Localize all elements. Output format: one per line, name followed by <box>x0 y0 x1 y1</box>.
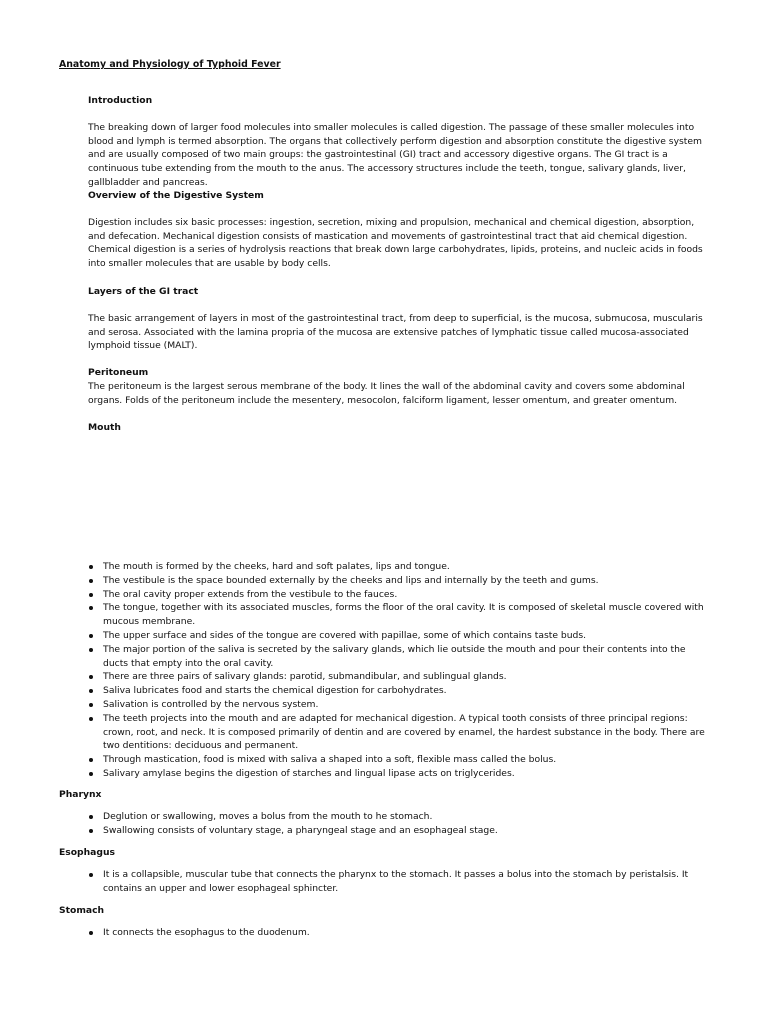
list-item: Salivation is controlled by the nervous system. <box>88 698 710 712</box>
heading-stomach: Stomach <box>59 905 105 916</box>
heading-peritoneum: Peritoneum <box>88 367 149 378</box>
heading-mouth: Mouth <box>88 422 121 433</box>
document-title: Anatomy and Physiology of Typhoid Fever <box>59 59 281 70</box>
list-item: There are three pairs of salivary glands: parotid, submandibular, and sublingual glands. <box>88 670 710 684</box>
heading-introduction: Introduction <box>88 95 153 106</box>
section-overview <box>88 189 710 271</box>
section-stomach <box>59 904 710 918</box>
list-item: The major portion of the saliva is secreted by the salivary glands, which lie outside the mouth and pour their contents into the ducts that empty into the oral cavity. <box>88 643 710 671</box>
heading-overview: Overview of the Digestive System <box>88 190 264 201</box>
esophagus-bullet-list <box>88 868 710 896</box>
paragraph-peritoneum: The peritoneum is the largest serous membrane of the body. It lines the wall of the abdominal cavity and covers some abdominal organs. Folds of the peritoneum include the mesentery, mesocolon, falciform ligament, lesser omentum, and greater omentum. <box>88 380 685 406</box>
section-introduction <box>88 94 710 190</box>
list-item: Deglution or swallowing, moves a bolus from the mouth to he stomach. <box>88 810 710 824</box>
list-item: The tongue, together with its associated muscles, forms the floor of the oral cavity. It is composed of skeletal muscle covered with mucous membrane. <box>88 601 710 629</box>
list-item: The vestibule is the space bounded externally by the cheeks and lips and internally by the teeth and gums. <box>88 574 710 588</box>
list-item: Saliva lubricates food and starts the chemical digestion for carbohydrates. <box>88 684 710 698</box>
list-item: The mouth is formed by the cheeks, hard and soft palates, lips and tongue. <box>88 560 710 574</box>
list-item: The upper surface and sides of the tongue are covered with papillae, some of which contains taste buds. <box>88 629 710 643</box>
heading-pharynx: Pharynx <box>59 789 102 800</box>
list-item: Through mastication, food is mixed with saliva a shaped into a soft, flexible mass called the bolus. <box>88 753 710 767</box>
pharynx-bullet-list <box>88 810 710 838</box>
list-item: It connects the esophagus to the duodenum. <box>88 926 710 940</box>
list-item: It is a collapsible, muscular tube that connects the pharynx to the stomach. It passes a bolus into the stomach by peristalsis. It contains an upper and lower esophageal sphincter. <box>88 868 710 896</box>
section-mouth <box>88 421 710 435</box>
stomach-bullet-list <box>88 926 710 940</box>
heading-layers: Layers of the GI tract <box>88 286 199 297</box>
list-item: Salivary amylase begins the digestion of starches and lingual lipase acts on triglycerides. <box>88 767 710 781</box>
paragraph-overview: Digestion includes six basic processes: ingestion, secretion, mixing and propulsion, mechanical and chemical digestion, absorption, and defecation. Mechanical digestion consists of mastication and movements of gastrointestinal tract that aid chemical digestion. Chemical digestion is a series of hydrolysis reactions that break down large carbohydrates, lipids, proteins, and nucleic acids in foods into smaller molecules that are usable by body cells. <box>88 216 703 270</box>
mouth-bullet-list <box>88 560 710 781</box>
section-layers <box>88 285 710 353</box>
section-peritoneum <box>88 366 710 407</box>
heading-esophagus: Esophagus <box>59 847 115 858</box>
paragraph-introduction: The breaking down of larger food molecules into smaller molecules is called digestion. The passage of these smaller molecules into blood and lymph is termed absorption. The organs that collectively perform digestion and absorption constitute the digestive system and are usually composed of two main groups: the gastrointestinal (GI) tract and accessory digestive organs. The GI tract is a continuous tube extending from the mouth to the anus. The accessory structures include the teeth, tongue, salivary glands, liver, gallbladder and pancreas. <box>88 121 703 188</box>
list-item: Swallowing consists of voluntary stage, a pharyngeal stage and an esophageal stage. <box>88 824 710 838</box>
section-esophagus <box>59 846 710 860</box>
list-item: The oral cavity proper extends from the vestibule to the fauces. <box>88 588 710 602</box>
section-pharynx <box>59 788 710 802</box>
paragraph-layers: The basic arrangement of layers in most of the gastrointestinal tract, from deep to superficial, is the mucosa, submucosa, muscularis and serosa. Associated with the lamina propria of the mucosa are extensive patches of lymphatic tissue called mucosa-associated lymphoid tissue (MALT). <box>88 312 703 352</box>
list-item: The teeth projects into the mouth and are adapted for mechanical digestion. A typical tooth consists of three principal regions: crown, root, and neck. It is composed primarily of dentin and are covered by enamel, the hardest substance in the body. There are two dentitions: deciduous and permanent. <box>88 712 710 753</box>
